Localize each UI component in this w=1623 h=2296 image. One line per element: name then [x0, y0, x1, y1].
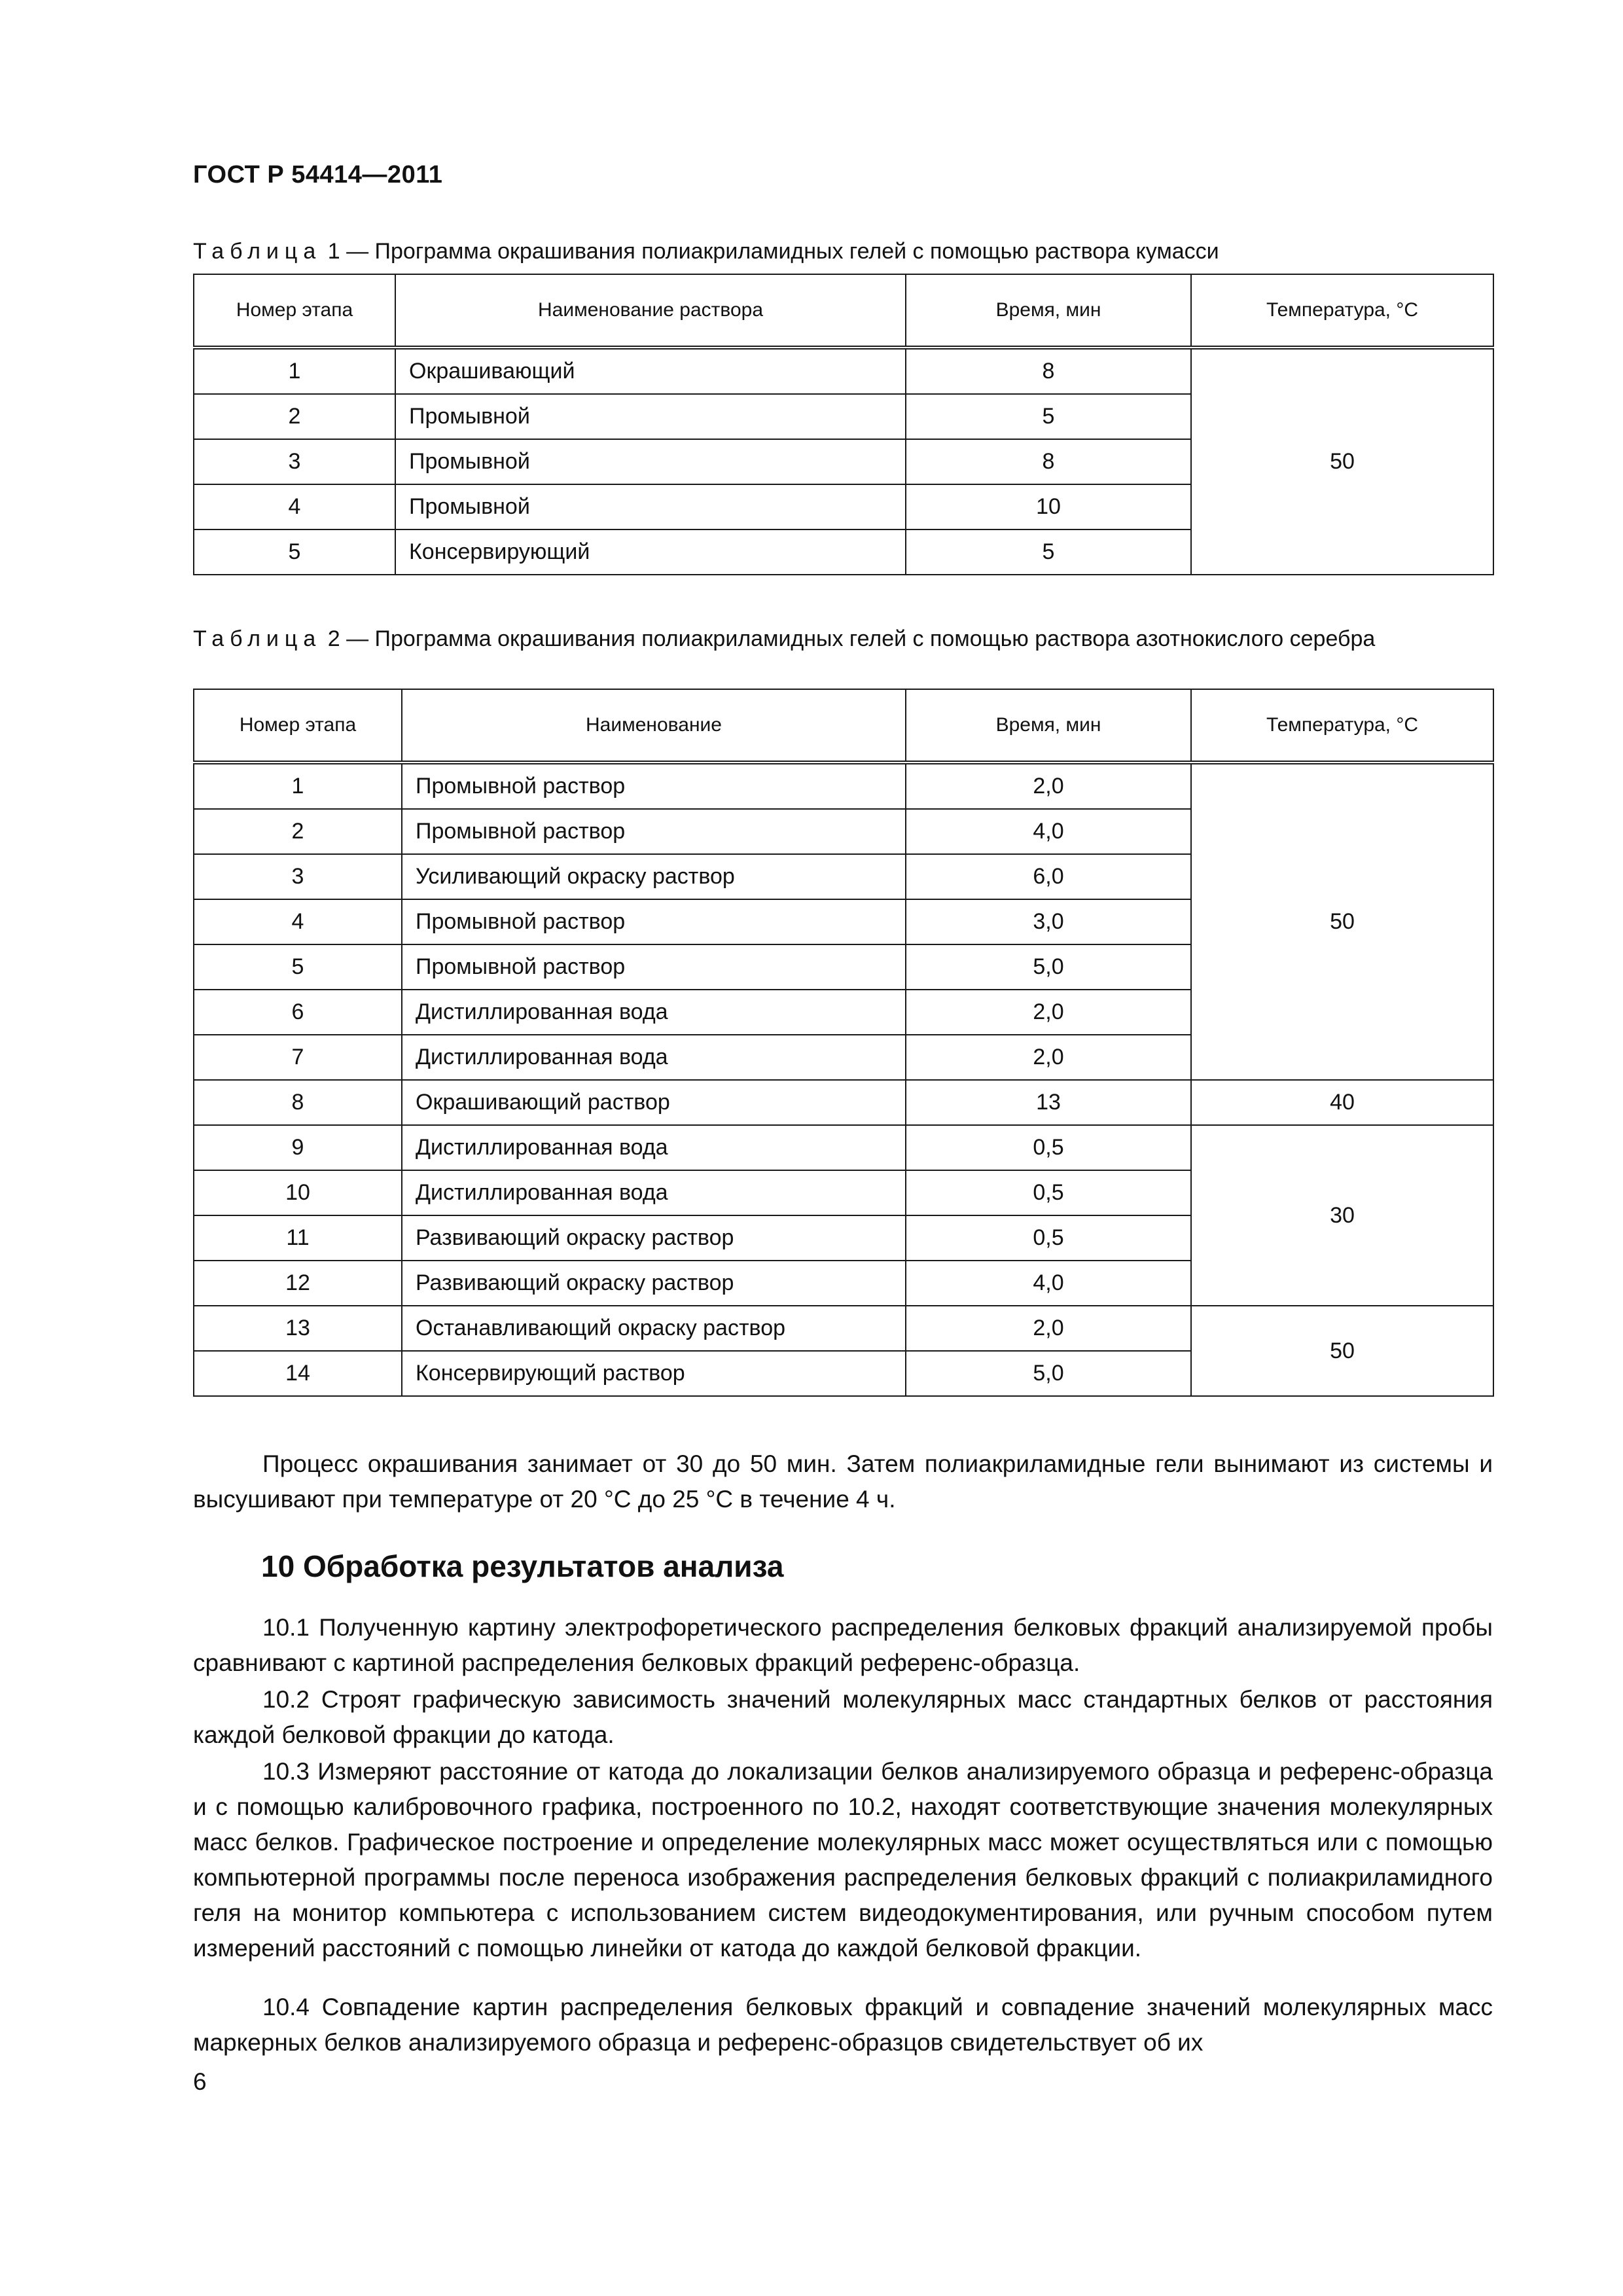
- table2-cell-name: Дистиллированная вода: [402, 990, 906, 1035]
- table2: [193, 689, 1494, 1397]
- table1-cell-time: 5: [906, 394, 1191, 439]
- paragraph-10-3: 10.3 Измеряют расстояние от катода до локализации белков анализируемого образца и референс-образца и с помощью калибровочного графика, построенного по 10.2, находят соответствующие значения молекулярных масс белков. Графическое построение и определение молекулярных масс может осуществляться или с помощью компьютерной программы после переноса изображения распределения белковых фракций с полиакриламидного геля на монитор компьютера с использованием систем видеодокументирования, или ручным способом путем измерений расстояний с помощью линейки от катода до каждой белковой фракции.: [193, 1758, 1493, 1962]
- table2-cell-time: 0,5: [906, 1215, 1191, 1261]
- table2-cell-step: 14: [194, 1351, 402, 1396]
- table1-cell-time: 10: [906, 484, 1191, 529]
- table2-cell-step: 2: [194, 809, 402, 854]
- table1-cell-time: 8: [906, 439, 1191, 484]
- table2-cell-time: 2,0: [906, 762, 1191, 809]
- table-row: [194, 1125, 1493, 1170]
- table2-cell-time: 5,0: [906, 944, 1191, 990]
- page-number: 6: [193, 2068, 207, 2095]
- table2-cell-time: 5,0: [906, 1351, 1191, 1396]
- table1-cell-step: 5: [194, 529, 395, 575]
- table1-cell-step: 3: [194, 439, 395, 484]
- process-paragraph: Процесс окрашивания занимает от 30 до 50 мин. Затем полиакриламидные гели вынимают из системы и высушивают при температуре от 20 °С до 25 °С в течение 4 ч.: [193, 1450, 1493, 1513]
- table2-cell-time: 4,0: [906, 1261, 1191, 1306]
- table2-cell-name: Усиливающий окраску раствор: [402, 854, 906, 899]
- table2-cell-step: 11: [194, 1215, 402, 1261]
- table2-cell-temp: 50: [1191, 762, 1493, 1080]
- table2-cell-step: 8: [194, 1080, 402, 1125]
- table2-cell-step: 12: [194, 1261, 402, 1306]
- section-heading: 10 Обработка результатов анализа: [261, 1549, 784, 1583]
- table2-cell-name: Развивающий окраску раствор: [402, 1261, 906, 1306]
- table2-cell-step: 13: [194, 1306, 402, 1351]
- table1-caption-text: 1 — Программа окрашивания полиакриламидных гелей с помощью раствора кумасси: [321, 239, 1219, 264]
- table2-cell-name: Промывной раствор: [402, 762, 906, 809]
- table1-cell-time: 8: [906, 348, 1191, 394]
- table2-cell-step: 1: [194, 762, 402, 809]
- table2-header-temp: Температура, °С: [1191, 689, 1493, 762]
- table1-cell-time: 5: [906, 529, 1191, 575]
- table2-cell-name: Дистиллированная вода: [402, 1035, 906, 1080]
- table2-caption: [193, 624, 1493, 653]
- table2-cell-time: 0,5: [906, 1125, 1191, 1170]
- table2-cell-name: Останавливающий окраску раствор: [402, 1306, 906, 1351]
- table2-cell-name: Окрашивающий раствор: [402, 1080, 906, 1125]
- table1-cell-name: Консервирующий: [395, 529, 906, 575]
- table2-cell-step: 4: [194, 899, 402, 944]
- table2-cell-name: Дистиллированная вода: [402, 1125, 906, 1170]
- paragraph-10-4: 10.4 Совпадение картин распределения белковых фракций и совпадение значений молекулярных масс маркерных белков анализируемого образца и референс-образцов свидетельствует об их: [193, 1994, 1493, 2056]
- table2-header-time: Время, мин: [906, 689, 1191, 762]
- table1-cell-step: 4: [194, 484, 395, 529]
- table2-cell-name: Развивающий окраску раствор: [402, 1215, 906, 1261]
- paragraph-10-2: 10.2 Строят графическую зависимость значений молекулярных масс стандартных белков от расстояния каждой белковой фракции до катода.: [193, 1686, 1493, 1748]
- table2-cell-temp: 30: [1191, 1125, 1493, 1306]
- table2-cell-time: 4,0: [906, 809, 1191, 854]
- table2-cell-time: 2,0: [906, 990, 1191, 1035]
- table1-header-name: Наименование раствора: [395, 274, 906, 348]
- table2-cell-name: Дистиллированная вода: [402, 1170, 906, 1215]
- table2-cell-step: 10: [194, 1170, 402, 1215]
- table1-cell-name: Промывной: [395, 439, 906, 484]
- table1-cell-temp: 50: [1191, 348, 1493, 575]
- table1: [193, 274, 1494, 575]
- table2-cell-step: 3: [194, 854, 402, 899]
- table2-cell-time: 13: [906, 1080, 1191, 1125]
- table2-cell-time: 0,5: [906, 1170, 1191, 1215]
- table1-cell-name: Окрашивающий: [395, 348, 906, 394]
- table2-cell-time: 2,0: [906, 1035, 1191, 1080]
- table2-cell-step: 9: [194, 1125, 402, 1170]
- table1-header-time: Время, мин: [906, 274, 1191, 348]
- table2-cell-name: Консервирующий раствор: [402, 1351, 906, 1396]
- table1-cell-name: Промывной: [395, 394, 906, 439]
- paragraph-10-1: 10.1 Полученную картину электрофоретического распределения белковых фракций анализируемой пробы сравнивают с картиной распределения белковых фракций референс-образца.: [193, 1614, 1493, 1676]
- table1-cell-name: Промывной: [395, 484, 906, 529]
- table2-cell-temp: 50: [1191, 1306, 1493, 1396]
- table1-cell-step: 2: [194, 394, 395, 439]
- table-row: [194, 348, 1493, 394]
- table2-cell-name: Промывной раствор: [402, 809, 906, 854]
- table2-caption-text: 2 — Программа окрашивания полиакриламидных гелей с помощью раствора азотнокислого серебра: [321, 626, 1376, 651]
- table1-header-temp: Температура, °С: [1191, 274, 1493, 348]
- table2-caption-label: Таблица: [193, 626, 322, 651]
- table2-cell-time: 2,0: [906, 1306, 1191, 1351]
- table2-cell-temp: 40: [1191, 1080, 1493, 1125]
- table-row: [194, 1306, 1493, 1351]
- table1-header-step: Номер этапа: [194, 274, 395, 348]
- table2-cell-time: 3,0: [906, 899, 1191, 944]
- table1-caption-label: Таблица: [193, 239, 322, 264]
- table2-cell-time: 6,0: [906, 854, 1191, 899]
- table1-cell-step: 1: [194, 348, 395, 394]
- document-id: ГОСТ Р 54414—2011: [193, 161, 443, 188]
- table2-cell-name: Промывной раствор: [402, 899, 906, 944]
- table1-caption: [193, 237, 1493, 266]
- table2-header-step: Номер этапа: [194, 689, 402, 762]
- table-row: [194, 1080, 1493, 1125]
- table-row: [194, 762, 1493, 809]
- table2-header-name: Наименование: [402, 689, 906, 762]
- table2-cell-name: Промывной раствор: [402, 944, 906, 990]
- table2-cell-step: 7: [194, 1035, 402, 1080]
- table2-cell-step: 5: [194, 944, 402, 990]
- table2-cell-step: 6: [194, 990, 402, 1035]
